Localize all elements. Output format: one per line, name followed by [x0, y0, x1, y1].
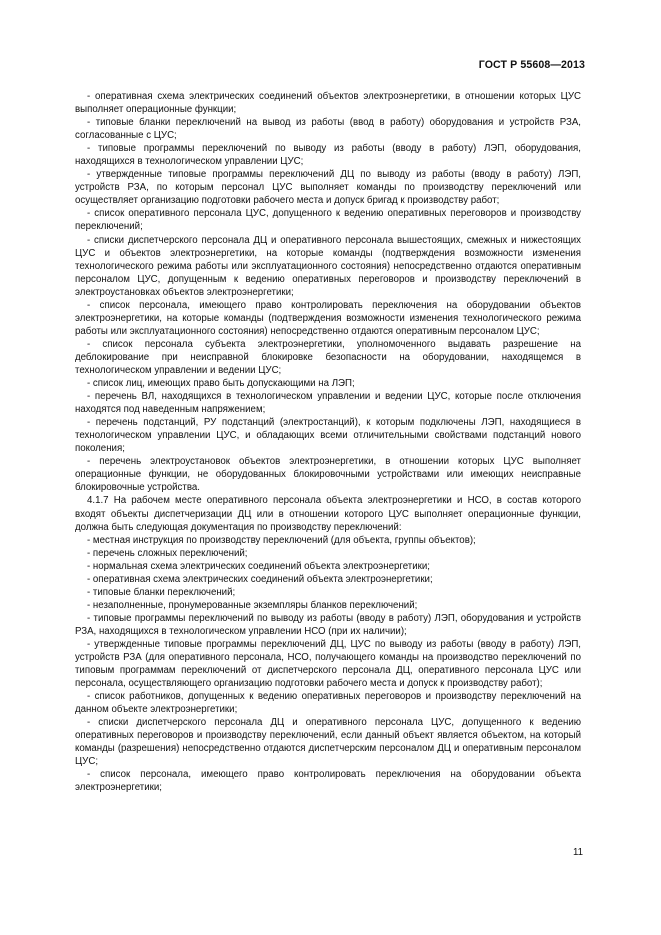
paragraph: - список оперативного персонала ЦУС, допущенного к ведению оперативных переговоров и производству переключений;: [75, 208, 581, 233]
document-body: [75, 90, 581, 795]
paragraph: - местная инструкция по производству переключений (для объекта, группы объектов);: [87, 534, 476, 546]
paragraph: - оперативная схема электрических соединений объектов электроэнергетики, в отношении которых ЦУС выполняет операционные функции;: [75, 91, 581, 116]
paragraph: - списки диспетчерского персонала ДЦ и оперативного персонала ЦУС, допущенного к ведению оперативных переговоров и производству переключений, если данный объект является объектом, на который команды (разрешения) непосредственно отдаются диспетчерским персоналом ДЦ и оперативным персоналом ЦУС;: [75, 717, 581, 768]
paragraph: - типовые бланки переключений на вывод из работы (ввод в работу) оборудования и устройств РЗА, согласованные с ЦУС;: [75, 117, 581, 142]
paragraph: - перечень подстанций, РУ подстанций (электростанций), к которым подключены ЛЭП, находящиеся в технологическом управлении ЦУС, и обладающих всеми отличительными свойствами подстанций нового поколения;: [75, 417, 581, 455]
paragraph: - список персонала субъекта электроэнергетики, уполномоченного выдавать разрешение на деблокирование при неисправной блокировке безопасности на оборудовании, находящемся в технологическом управлении и ведении ЦУС;: [75, 338, 581, 376]
paragraph: - типовые программы переключений по выводу из работы (вводу в работу) ЛЭП, оборудования и устройств РЗА, находящихся в технологическом управлении НСО (при их наличии);: [75, 612, 581, 637]
paragraph: - списки диспетчерского персонала ДЦ и оперативного персонала вышестоящих, смежных и нижестоящих ЦУС и объектов электроэнергетики, на которые команды (подтверждения возможности изменения технологического режима работы или эксплуатационного состояния) непосредственно отдаются оперативным персоналом ЦУС, допущенным к ведению оперативных переговоров и производству переключений в электроустановках объектов электроэнергетики;: [75, 234, 581, 298]
paragraph: - список работников, допущенных к ведению оперативных переговоров и производству переключений на данном объекте электроэнергетики;: [75, 691, 581, 716]
page-number: 11: [572, 847, 583, 858]
paragraph: - перечень электроустановок объектов электроэнергетики, в отношении которых ЦУС выполняет операционные функции, не оборудованных блокировочными устройствами или имеющих неисправные блокировочные устройства.: [75, 456, 581, 494]
paragraph: - нормальная схема электрических соединений объекта электроэнергетики;: [87, 560, 430, 572]
paragraph: - типовые бланки переключений;: [87, 586, 236, 598]
paragraph: - список лиц, имеющих право быть допускающими на ЛЭП;: [87, 378, 355, 390]
clause-4-1-7: 4.1.7 На рабочем месте оперативного персонала объекта электроэнергетики и НСО, в состав которого входят объекты диспетчеризации ДЦ или в отношении которого ЦУС выполняет операционные функции, должна быть следующая документация по производству переключений:: [75, 495, 581, 533]
paragraph: - утвержденные типовые программы переключений ДЦ, ЦУС по выводу из работы (вводу в работу) ЛЭП, устройств РЗА (для оперативного персонала, НСО, получающего команды на производство переключений по типовым программам переключений от диспетчерского персонала ДЦ, оперативного персонала ЦУС или персонала, осуществляющего организацию подготовки рабочего места и допуск к производству работ);: [75, 638, 581, 690]
paragraph: - типовые программы переключений по выводу из работы (вводу в работу) ЛЭП, оборудования, находящихся в технологическом управлении ЦУС;: [75, 143, 581, 168]
standard-designation: ГОСТ Р 55608—2013: [478, 59, 585, 71]
paragraph: - список персонала, имеющего право контролировать переключения на оборудовании объекта электроэнергетики;: [75, 769, 581, 794]
paragraph: - незаполненные, пронумерованные экземпляры бланков переключений;: [87, 599, 418, 611]
paragraph: - утвержденные типовые программы переключений ДЦ по выводу из работы (вводу в работу) ЛЭП, устройств РЗА, по которым персонал ЦУС выполняет команды по производству переключений или осуществляет организацию подготовки рабочего места и допуск бригад к производству работ;: [75, 169, 581, 207]
paragraph: - перечень ВЛ, находящихся в технологическом управлении и ведении ЦУС, которые после отключения находятся под наведенным напряжением;: [75, 391, 581, 416]
paragraph: - список персонала, имеющего право контролировать переключения на оборудовании объектов электроэнергетики, на которые команды (подтверждения возможности изменения технологического режима работы или эксплуатационного состояния) непосредственно отдаются оперативным персоналом ЦУС;: [75, 299, 581, 337]
paragraph: - оперативная схема электрических соединений объекта электроэнергетики;: [87, 573, 433, 585]
paragraph: - перечень сложных переключений;: [87, 547, 248, 559]
